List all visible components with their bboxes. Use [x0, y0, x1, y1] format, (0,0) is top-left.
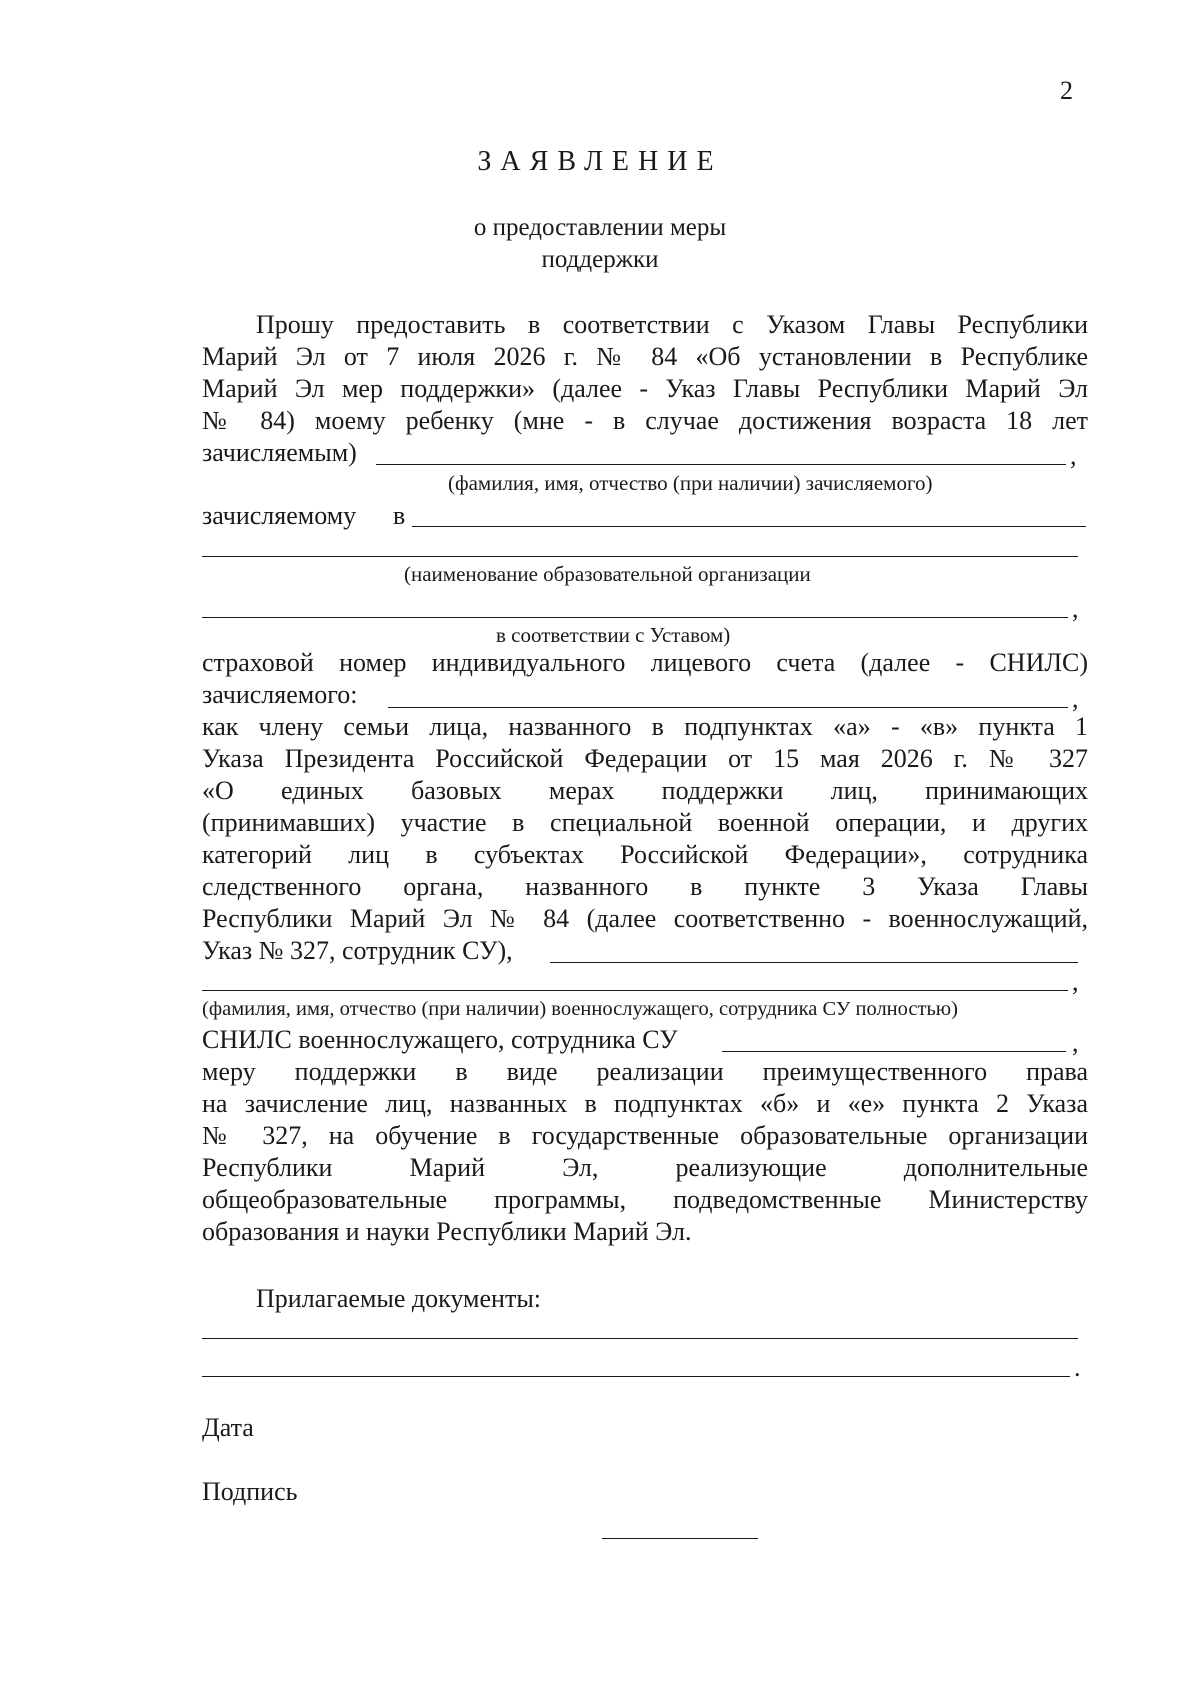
para3-line-1: меру поддержки в виде реализации преимущественного права [202, 1057, 1088, 1086]
enrolled-fio-field[interactable] [376, 464, 1066, 465]
to-enrolled-label: зачисляемому [202, 501, 357, 530]
para2-line-8: Указ № 327, сотрудник СУ), [202, 936, 513, 965]
para1-line-4: № 84) моему ребенку (мне - в случае достижения возраста 18 лет [202, 406, 1088, 435]
enrolled-label: зачисляемым) [202, 438, 357, 467]
serviceman-fio-field-1[interactable] [550, 962, 1078, 963]
para1-line-3: Марий Эл мер поддержки» (далее - Указ Главы Республики Марий Эл [202, 374, 1088, 403]
enrolled-comma: , [1070, 441, 1077, 470]
para3-line-5: общеобразовательные программы, подведомственные Министерству [202, 1185, 1088, 1214]
organization-field-1[interactable] [412, 526, 1086, 527]
document-subtitle-line-2: поддержки [541, 246, 659, 273]
snils-serviceman-comma: , [1072, 1028, 1079, 1057]
caption-fio-enrolled: (фамилия, имя, отчество (при наличии) зачисляемого) [448, 471, 933, 495]
date-label: Дата [202, 1413, 254, 1442]
para2-line-1: как члену семьи лица, названного в подпунктах «а» - «в» пункта 1 [202, 712, 1088, 741]
snils-enrolled-comma: , [1072, 684, 1079, 713]
snils-enrolled-field[interactable] [388, 707, 1068, 708]
serviceman-fio-comma: , [1072, 967, 1079, 996]
signature-label: Подпись [202, 1477, 298, 1506]
attachments-label: Прилагаемые документы: [256, 1284, 542, 1313]
attachments-field-2[interactable] [202, 1376, 1070, 1377]
organization-field-3[interactable] [202, 617, 1068, 618]
document-subtitle-line-1: о предоставлении меры [473, 214, 727, 241]
para2-line-4: (принимавших) участие в специальной военной операции, и других [202, 808, 1088, 837]
attachments-field-1[interactable] [202, 1338, 1078, 1339]
page-number: 2 [1060, 76, 1073, 105]
snils-serviceman-label: СНИЛС военнослужащего, сотрудника СУ [202, 1025, 678, 1054]
end-divider [602, 1538, 758, 1539]
document-title: ЗАЯВЛЕНИЕ [477, 146, 723, 177]
para1-line-2: Марий Эл от 7 июля 2026 г. № 84 «Об установлении в Республике [202, 342, 1088, 371]
para3-line-4: Республики Марий Эл, реализующие дополнительные [202, 1153, 1088, 1182]
para2-line-3: «О единых базовых мерах поддержки лиц, принимающих [202, 776, 1088, 805]
snils-serviceman-field[interactable] [722, 1051, 1066, 1052]
para3-line-3: № 327, на обучение в государственные образовательные организации [202, 1121, 1088, 1150]
serviceman-fio-field-2[interactable] [202, 990, 1068, 991]
organization-field-2[interactable] [202, 556, 1078, 557]
attachments-period: . [1074, 1353, 1081, 1382]
caption-fio-serviceman: (фамилия, имя, отчество (при наличии) военнослужащего, сотрудника СУ полностью) [202, 998, 958, 1020]
caption-charter: в соответствии с Уставом) [496, 623, 731, 647]
para2-line-6: следственного органа, названного в пункте 3 Указа Главы [202, 872, 1088, 901]
in-label: в [393, 501, 406, 530]
snils-line-1: страховой номер индивидуального лицевого счета (далее - СНИЛС) [202, 648, 1088, 677]
para2-line-5: категорий лиц в субъектах Российской Федерации», сотрудника [202, 840, 1088, 869]
organization-comma: , [1072, 594, 1079, 623]
para3-line-2: на зачисление лиц, названных в подпунктах «б» и «е» пункта 2 Указа [202, 1089, 1088, 1118]
para2-line-2: Указа Президента Российской Федерации от 15 мая 2026 г. № 327 [202, 744, 1088, 773]
snils-enrolled-label: зачисляемого: [202, 680, 358, 709]
para2-line-7: Республики Марий Эл № 84 (далее соответственно - военнослужащий, [202, 904, 1088, 933]
caption-organization: (наименование образовательной организации [404, 562, 811, 586]
para1-line-1: Прошу предоставить в соответствии с Указом Главы Республики [256, 310, 1088, 339]
para3-line-6: образования и науки Республики Марий Эл. [202, 1217, 692, 1246]
